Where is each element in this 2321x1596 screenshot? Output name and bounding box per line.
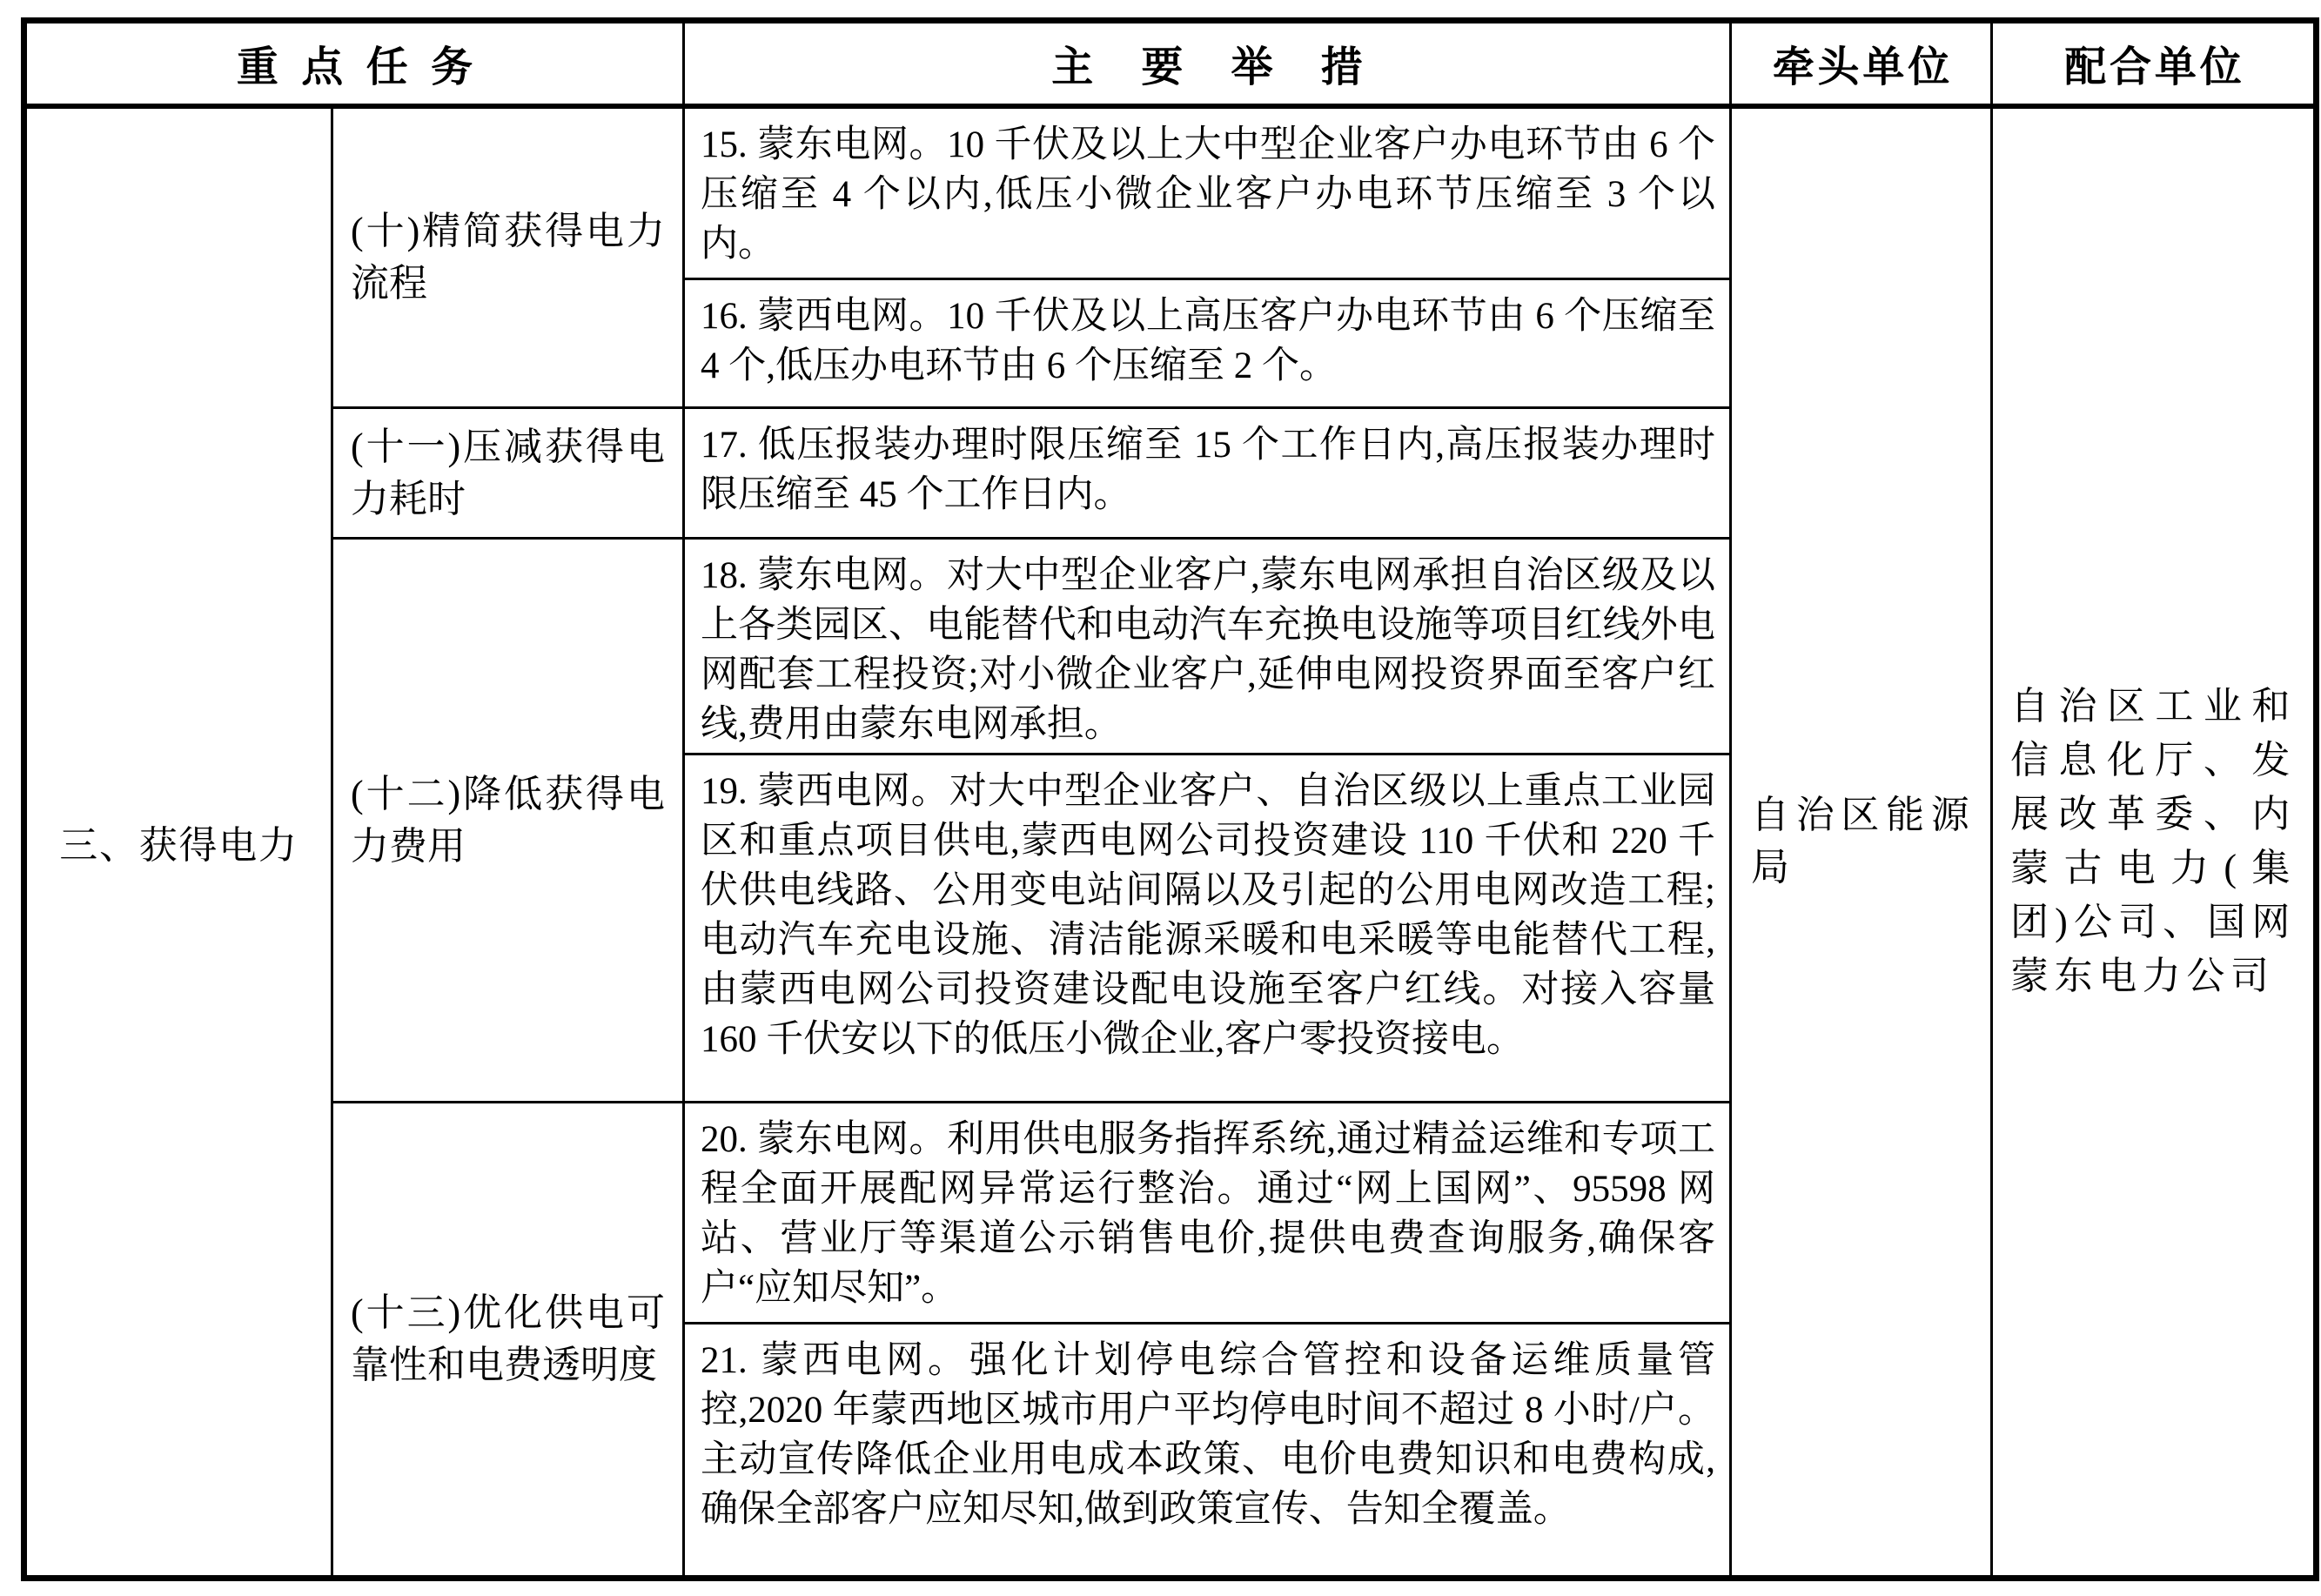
header-support-unit: 配合单位	[1992, 21, 2317, 106]
task-cell-11: (十一)压减获得电力耗时	[332, 408, 684, 539]
measure-cell-18: 18. 蒙东电网。对大中型企业客户,蒙东电网承担自治区级及以上各类园区、电能替代和电动汽车充换电设施等项目红线外电网配套工程投资;对小微企业客户,延伸电网投资界面至客户红线,费用由蒙东电网承担。	[684, 539, 1731, 754]
lead-unit-cell: 自治区能源局	[1731, 106, 1992, 1579]
task-cell-13: (十三)优化供电可靠性和电费透明度	[332, 1103, 684, 1579]
header-key-tasks: 重点任务	[24, 21, 684, 106]
header-main-measures: 主要举措	[684, 21, 1731, 106]
task-cell-10: (十)精简获得电力流程	[332, 106, 684, 408]
measure-cell-19: 19. 蒙西电网。对大中型企业客户、自治区级以上重点工业园区和重点项目供电,蒙西电网公司投资建设 110 千伏和 220 千伏供电线路、公用变电站间隔以及引起的公用电网改造工程;电动汽车充电设施、清洁能源采暖和电采暖等电能替代工程,由蒙西电网公司投资建设配电设施至客户红线。对接入容量 160 千伏安以下的低压小微企业,客户零投资接电。	[684, 754, 1731, 1103]
measure-cell-20: 20. 蒙东电网。利用供电服务指挥系统,通过精益运维和专项工程全面开展配网异常运行整治。通过“网上国网”、95598 网站、营业厅等渠道公示销售电价,提供电费查询服务,确保客户“应知尽知”。	[684, 1103, 1731, 1324]
header-lead-unit: 牵头单位	[1731, 21, 1992, 106]
header-row	[24, 21, 2317, 106]
measure-cell-15: 15. 蒙东电网。10 千伏及以上大中型企业客户办电环节由 6 个压缩至 4 个以内,低压小微企业客户办电环节压缩至 3 个以内。	[684, 106, 1731, 279]
measure-cell-16: 16. 蒙西电网。10 千伏及以上高压客户办电环节由 6 个压缩至 4 个,低压办电环节由 6 个压缩至 2 个。	[684, 279, 1731, 408]
measure-cell-21: 21. 蒙西电网。强化计划停电综合管控和设备运维质量管控,2020 年蒙西地区城市用户平均停电时间不超过 8 小时/户。主动宣传降低企业用电成本政策、电价电费知识和电费构成,确保全部客户应知尽知,做到政策宣传、告知全覆盖。	[684, 1324, 1731, 1579]
task-measure-table	[21, 17, 2319, 1581]
category-cell: 三、获得电力	[24, 106, 332, 1579]
table-row	[24, 106, 2317, 279]
task-cell-12: (十二)降低获得电力费用	[332, 539, 684, 1103]
measure-cell-17: 17. 低压报装办理时限压缩至 15 个工作日内,高压报装办理时限压缩至 45 个工作日内。	[684, 408, 1731, 539]
support-unit-cell: 自治区工业和信息化厅、发展改革委、内蒙古电力(集团)公司、国网蒙东电力公司	[1992, 106, 2317, 1579]
